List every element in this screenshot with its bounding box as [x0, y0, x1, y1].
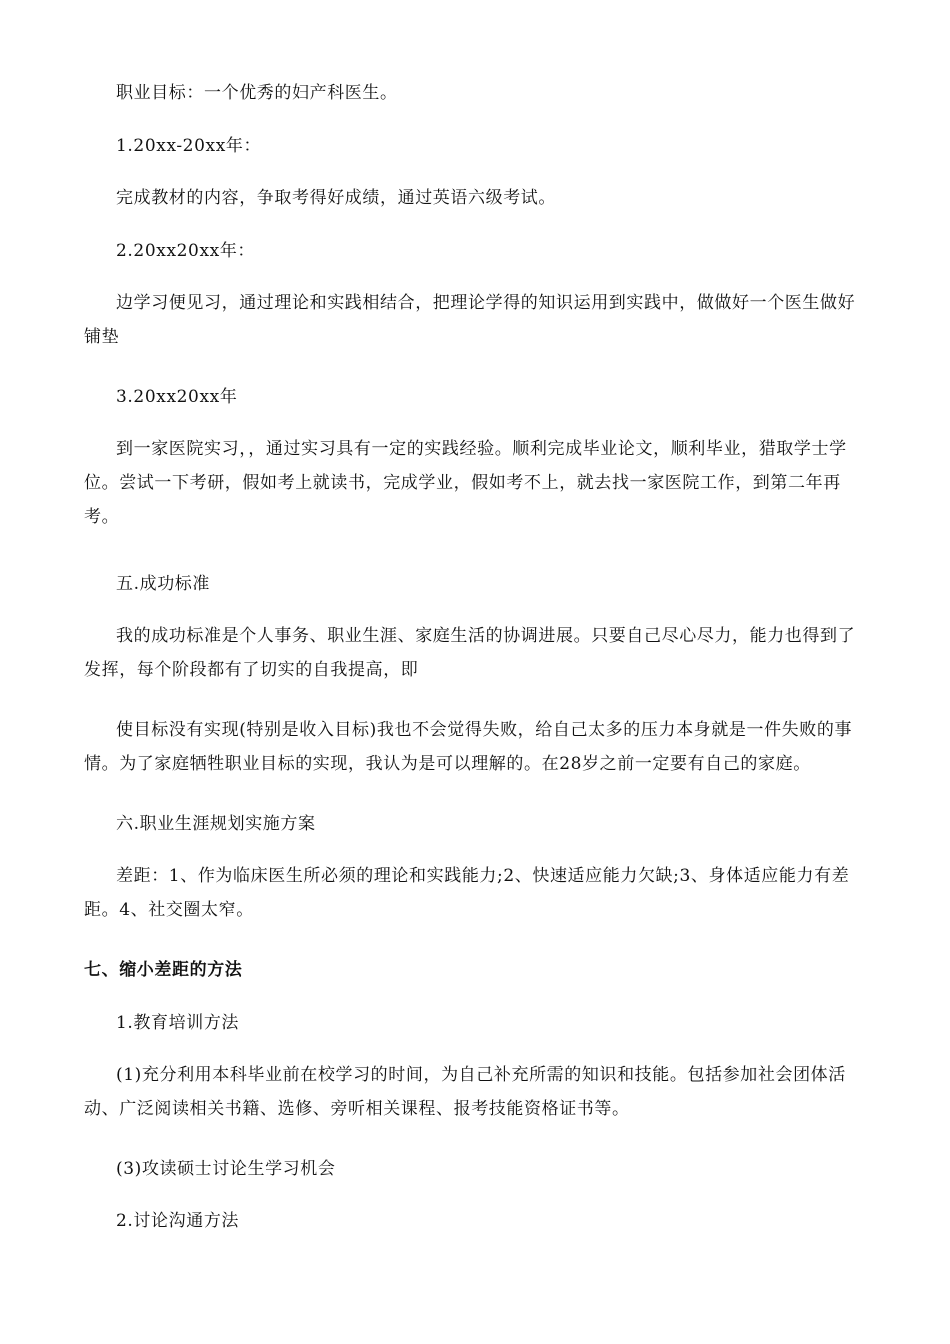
section-5-heading: 五.成功标准 [116, 574, 211, 594]
gap-paragraph: 差距：1、作为临床医生所必须的理论和实践能力;2、快速适应能力欠缺;3、身体适应能力有差距。4、社交圈太窄。 [84, 866, 850, 920]
section-6-heading: 六.职业生涯规划实施方案 [116, 814, 316, 834]
section-7-heading: 七、缩小差距的方法 [84, 960, 243, 980]
career-goal-paragraph: 职业目标：一个优秀的妇产科医生。 [116, 83, 398, 103]
success-standard-paragraph-2: 使目标没有实现(特别是收入目标)我也不会觉得失败，给自己太多的压力本身就是一件失败的事情。为了家庭牺牲职业目标的实现，我认为是可以理解的。在28岁之前一定要有自己的家庭。 [84, 720, 853, 774]
plan-stage-3-text: 到一家医院实习，，通过实习具有一定的实践经验。顺利完成毕业论文，顺利毕业，猎取学士学位。尝试一下考研，假如考上就读书，完成学业，假如考不上，就去找一家医院工作，到第二年再考。 [84, 439, 847, 527]
plan-stage-3-heading: 3.20xx20xx年 [116, 387, 238, 407]
communication-method-heading: 2.讨论沟通方法 [116, 1211, 240, 1231]
success-standard-paragraph-1: 我的成功标准是个人事务、职业生涯、家庭生活的协调进展。只要自己尽心尽力，能力也得到了发挥，每个阶段都有了切实的自我提高，即 [84, 626, 856, 680]
plan-stage-1-heading: 1.20xx-20xx年： [116, 136, 262, 156]
plan-stage-1-text: 完成教材的内容，争取考得好成绩，通过英语六级考试。 [116, 188, 556, 208]
training-method-item-3: (3)攻读硕士讨论生学习机会 [116, 1159, 336, 1179]
plan-stage-2-text: 边学习便见习，通过理论和实践相结合，把理论学得的知识运用到实践中，做做好一个医生做好铺垫 [84, 293, 856, 347]
training-method-heading: 1.教育培训方法 [116, 1013, 240, 1033]
plan-stage-2-heading: 2.20xx20xx年： [116, 241, 256, 261]
training-method-item-1: (1)充分利用本科毕业前在校学习的时间，为自己补充所需的知识和技能。包括参加社会团体活动、广泛阅读相关书籍、选修、旁听相关课程、报考技能资格证书等。 [84, 1065, 846, 1119]
